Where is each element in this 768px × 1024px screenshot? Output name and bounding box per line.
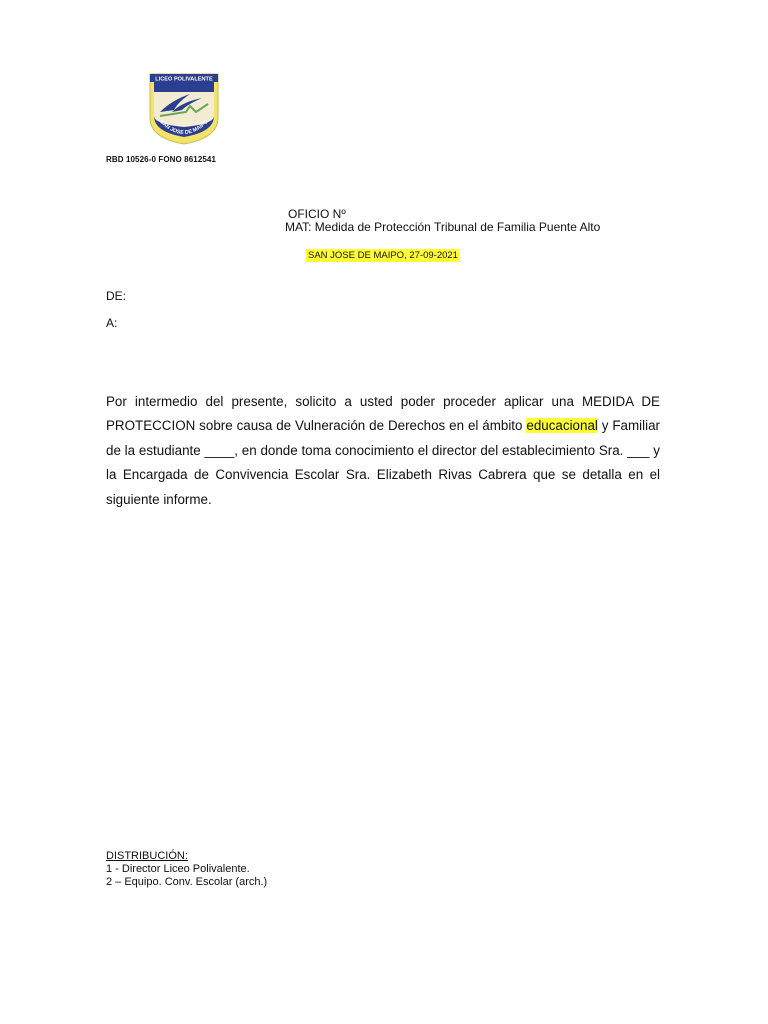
distribution-title: DISTRIBUCIÓN: — [106, 850, 188, 862]
crest-bottom-text: SAN JOSE DE MAIPO — [158, 119, 210, 137]
school-crest-logo — [146, 72, 222, 146]
body-part-2: y Familiar de la estudiante ____, en donde toma conocimiento el director del establecimiento Sra. ___ y la Encargada de Convivencia Escolar Sra. Elizabeth Rivas Cabrera que se detalla en el siguiente informe. — [106, 418, 660, 507]
body-part-1: Por intermedio del presente, solicito a usted poder proceder aplicar una MEDIDA DE PROTECCION sobre causa de Vulneración de Derechos en el ámbito — [106, 394, 660, 434]
crest-top-text: LICEO POLIVALENTE — [155, 76, 213, 83]
distribution-block — [106, 850, 267, 889]
subject-line: MAT: Medida de Protección Tribunal de Familia Puente Alto — [285, 220, 601, 234]
to-label: A: — [106, 316, 118, 330]
distribution-item: 1 - Director Liceo Polivalente. — [106, 863, 250, 875]
oficio-number: OFICIO Nº — [288, 207, 346, 221]
letter-body — [106, 390, 660, 512]
highlighted-word: educacional — [526, 418, 598, 434]
from-label: DE: — [106, 289, 127, 303]
date-line: SAN JOSE DE MAIPO, 27-09-2021 — [308, 250, 458, 261]
distribution-item: 2 – Equipo. Conv. Escolar (arch.) — [106, 876, 268, 888]
rbd-phone-line: RBD 10526-0 FONO 8612541 — [106, 155, 217, 164]
